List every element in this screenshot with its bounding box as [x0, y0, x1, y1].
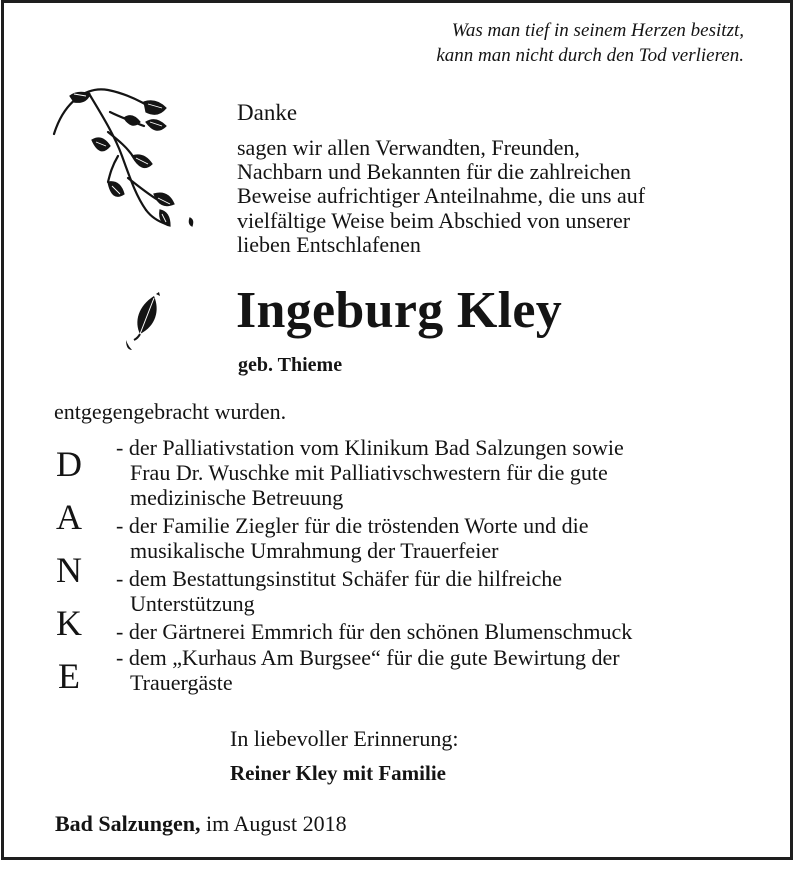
intro-line: sagen wir allen Verwandten, Freunden, [237, 135, 580, 160]
date: im August 2018 [206, 811, 347, 836]
deceased-name: Ingeburg Kley [236, 282, 563, 339]
thanks-item-line: - der Palliativstation vom Klinikum Bad Salzungen sowie [116, 435, 624, 460]
birch-branch-icon [48, 82, 198, 242]
intro-line: Beweise aufrichtiger Anteilnahme, die uns auf [237, 183, 646, 208]
intro-line: lieben Entschlafenen [237, 232, 421, 257]
thanks-item-line: - dem Bestattungsinstitut Schäfer für die hilfreiche [116, 566, 562, 591]
thanks-item-line: - dem „Kurhaus Am Burgsee“ für die gute Bewirtung der [116, 645, 620, 670]
quote-line-1: Was man tief in seinem Herzen besitzt, [451, 20, 744, 41]
thanks-item-line: Frau Dr. Wuschke mit Palliativschwestern für die gute [130, 460, 608, 485]
place: Bad Salzungen, [55, 811, 201, 836]
danke-letter: E [58, 656, 80, 696]
danke-letter: D [56, 444, 82, 484]
intro-heading: Danke [237, 100, 298, 125]
intro-line: Nachbarn und Bekannten für die zahlreichen [237, 159, 631, 184]
thanks-item-line: Unterstützung [130, 591, 255, 616]
regard-text: entgegengebracht wurden. [54, 399, 287, 424]
thanks-item-line: - der Gärtnerei Emmrich für den schönen Blumenschmuck [116, 619, 633, 644]
quote-line-2: kann man nicht durch den Tod verlieren. [436, 45, 744, 66]
birth-name: geb. Thieme [238, 354, 343, 376]
thanks-item-line: - der Familie Ziegler für die tröstenden Worte und die [116, 513, 589, 538]
danke-letter: K [56, 603, 82, 643]
thanks-item-line: medizinische Betreuung [130, 485, 344, 510]
place-date [55, 811, 347, 837]
family-signature: Reiner Kley mit Familie [230, 761, 446, 785]
closing-text: In liebevoller Erinnerung: [230, 726, 459, 751]
danke-letter: A [56, 497, 82, 537]
intro-line: vielfältige Weise beim Abschied von unserer [237, 208, 631, 233]
thanks-item-line: musikalische Umrahmung der Trauerfeier [130, 538, 499, 563]
danke-letter: N [56, 550, 82, 590]
thanks-item-line: Trauergäste [130, 670, 233, 695]
falling-leaf-icon [118, 292, 168, 354]
